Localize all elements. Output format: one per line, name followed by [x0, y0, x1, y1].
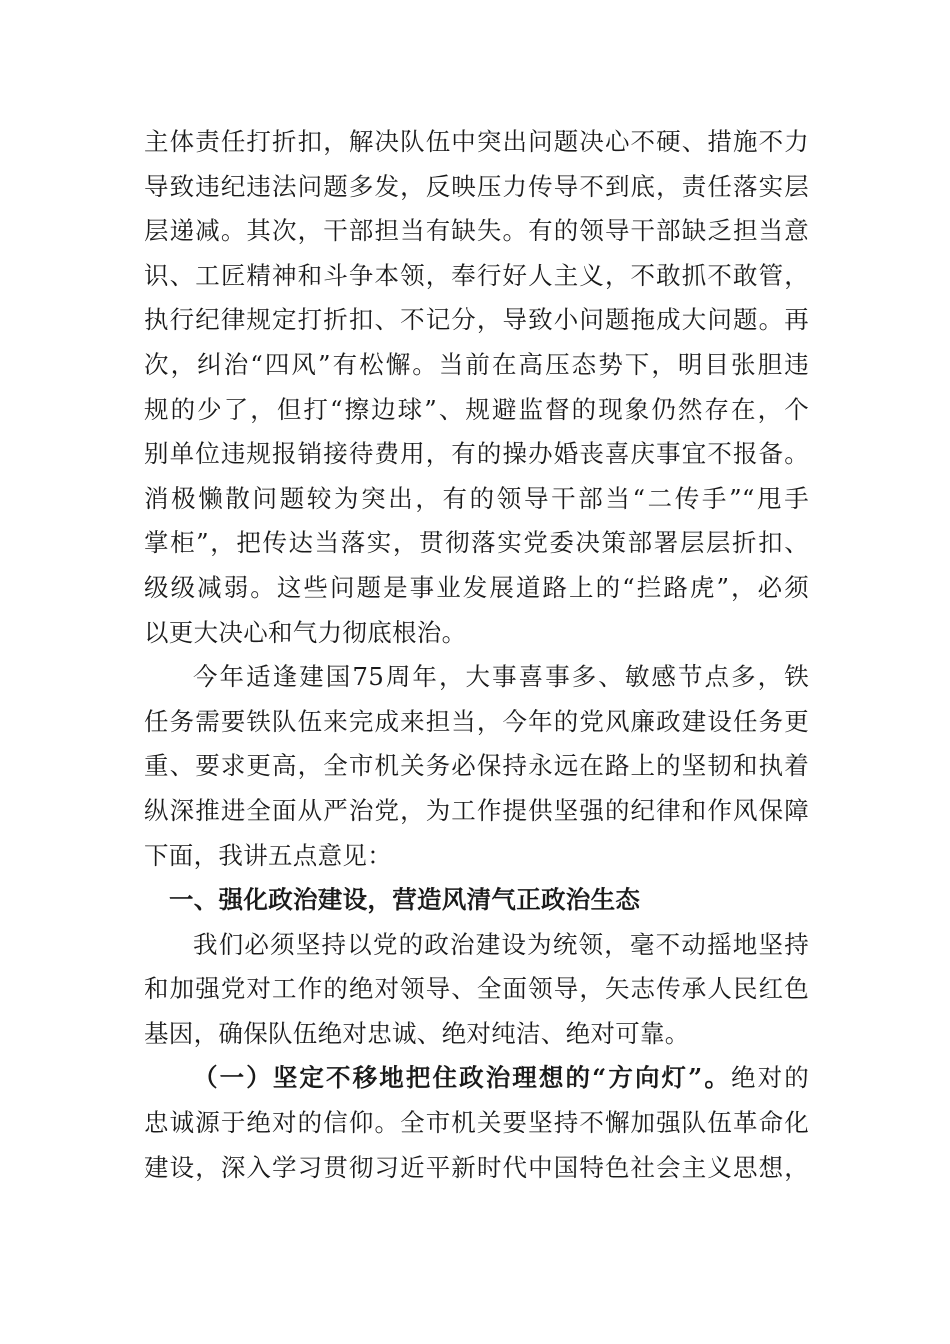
- paragraph-line: 忠诚源于绝对的信仰。全市机关要坚持不懈加强队伍革命化: [144, 1108, 809, 1138]
- paragraph-line: 重、要求更高，全市机关务必保持永远在路上的坚韧和执着: [144, 751, 809, 781]
- paragraph-line: 建设，深入学习贯彻习近平新时代中国特色社会主义思想，: [144, 1152, 809, 1182]
- paragraph-line: 和加强党对工作的绝对领导、全面领导，矢志传承人民红色: [144, 974, 809, 1004]
- subsection-line: [144, 1056, 809, 1101]
- paragraph-line: 纵深推进全面从严治党，为工作提供坚强的纪律和作风保障: [144, 795, 809, 825]
- paragraph-line: 以更大决心和气力彻底根治。: [144, 617, 467, 647]
- paragraph-line: 消极懒散问题较为突出，有的领导干部当“二传手”“甩手: [144, 483, 809, 513]
- document-body: [144, 120, 809, 1190]
- paragraph-line: 掌柜”，把传达当落实，贯彻落实党委决策部署层层折扣、: [144, 528, 809, 558]
- paragraph-line: 规的少了，但打“擦边球”、规避监督的现象仍然存在，个: [144, 394, 809, 424]
- paragraph-line: 基因，确保队伍绝对忠诚、绝对纯洁、绝对可靠。: [144, 1018, 690, 1048]
- paragraph-line: 级级减弱。这些问题是事业发展道路上的“拦路虎”，必须: [144, 572, 809, 602]
- subsection-heading: （一）坚定不移地把住政治理想的“方向灯”。: [193, 1063, 731, 1093]
- subsection-text: 绝对的: [730, 1063, 809, 1093]
- paragraph-line: 识、工匠精神和斗争本领，奉行好人主义，不敢抓不敢管，: [144, 260, 809, 290]
- paragraph-line: 次，纠治“四风”有松懈。当前在高压态势下，明目张胆违: [144, 349, 809, 379]
- paragraph-line: 执行纪律规定打折扣、不记分，导致小问题拖成大问题。再: [144, 305, 809, 335]
- paragraph-line: 别单位违规报销接待费用，有的操办婚丧喜庆事宜不报备。: [144, 439, 809, 469]
- section-heading: 一、强化政治建设，营造风清气正政治生态: [169, 885, 641, 915]
- paragraph-line: 层递减。其次，干部担当有缺失。有的领导干部缺乏担当意: [144, 216, 809, 246]
- paragraph-line: 任务需要铁队伍来完成来担当，今年的党风廉政建设任务更: [144, 706, 809, 736]
- paragraph-line: 我们必须坚持以党的政治建设为统领，毫不动摇地坚持: [193, 929, 809, 959]
- paragraph-line: 下面，我讲五点意见：: [144, 840, 392, 870]
- paragraph-line: 今年适逢建国75周年，大事喜事多、敏感节点多，铁: [193, 662, 809, 692]
- paragraph-line: 导致违纪违法问题多发，反映压力传导不到底，责任落实层: [144, 171, 809, 201]
- paragraph-line: 主体责任打折扣，解决队伍中突出问题决心不硬、措施不力: [144, 127, 809, 156]
